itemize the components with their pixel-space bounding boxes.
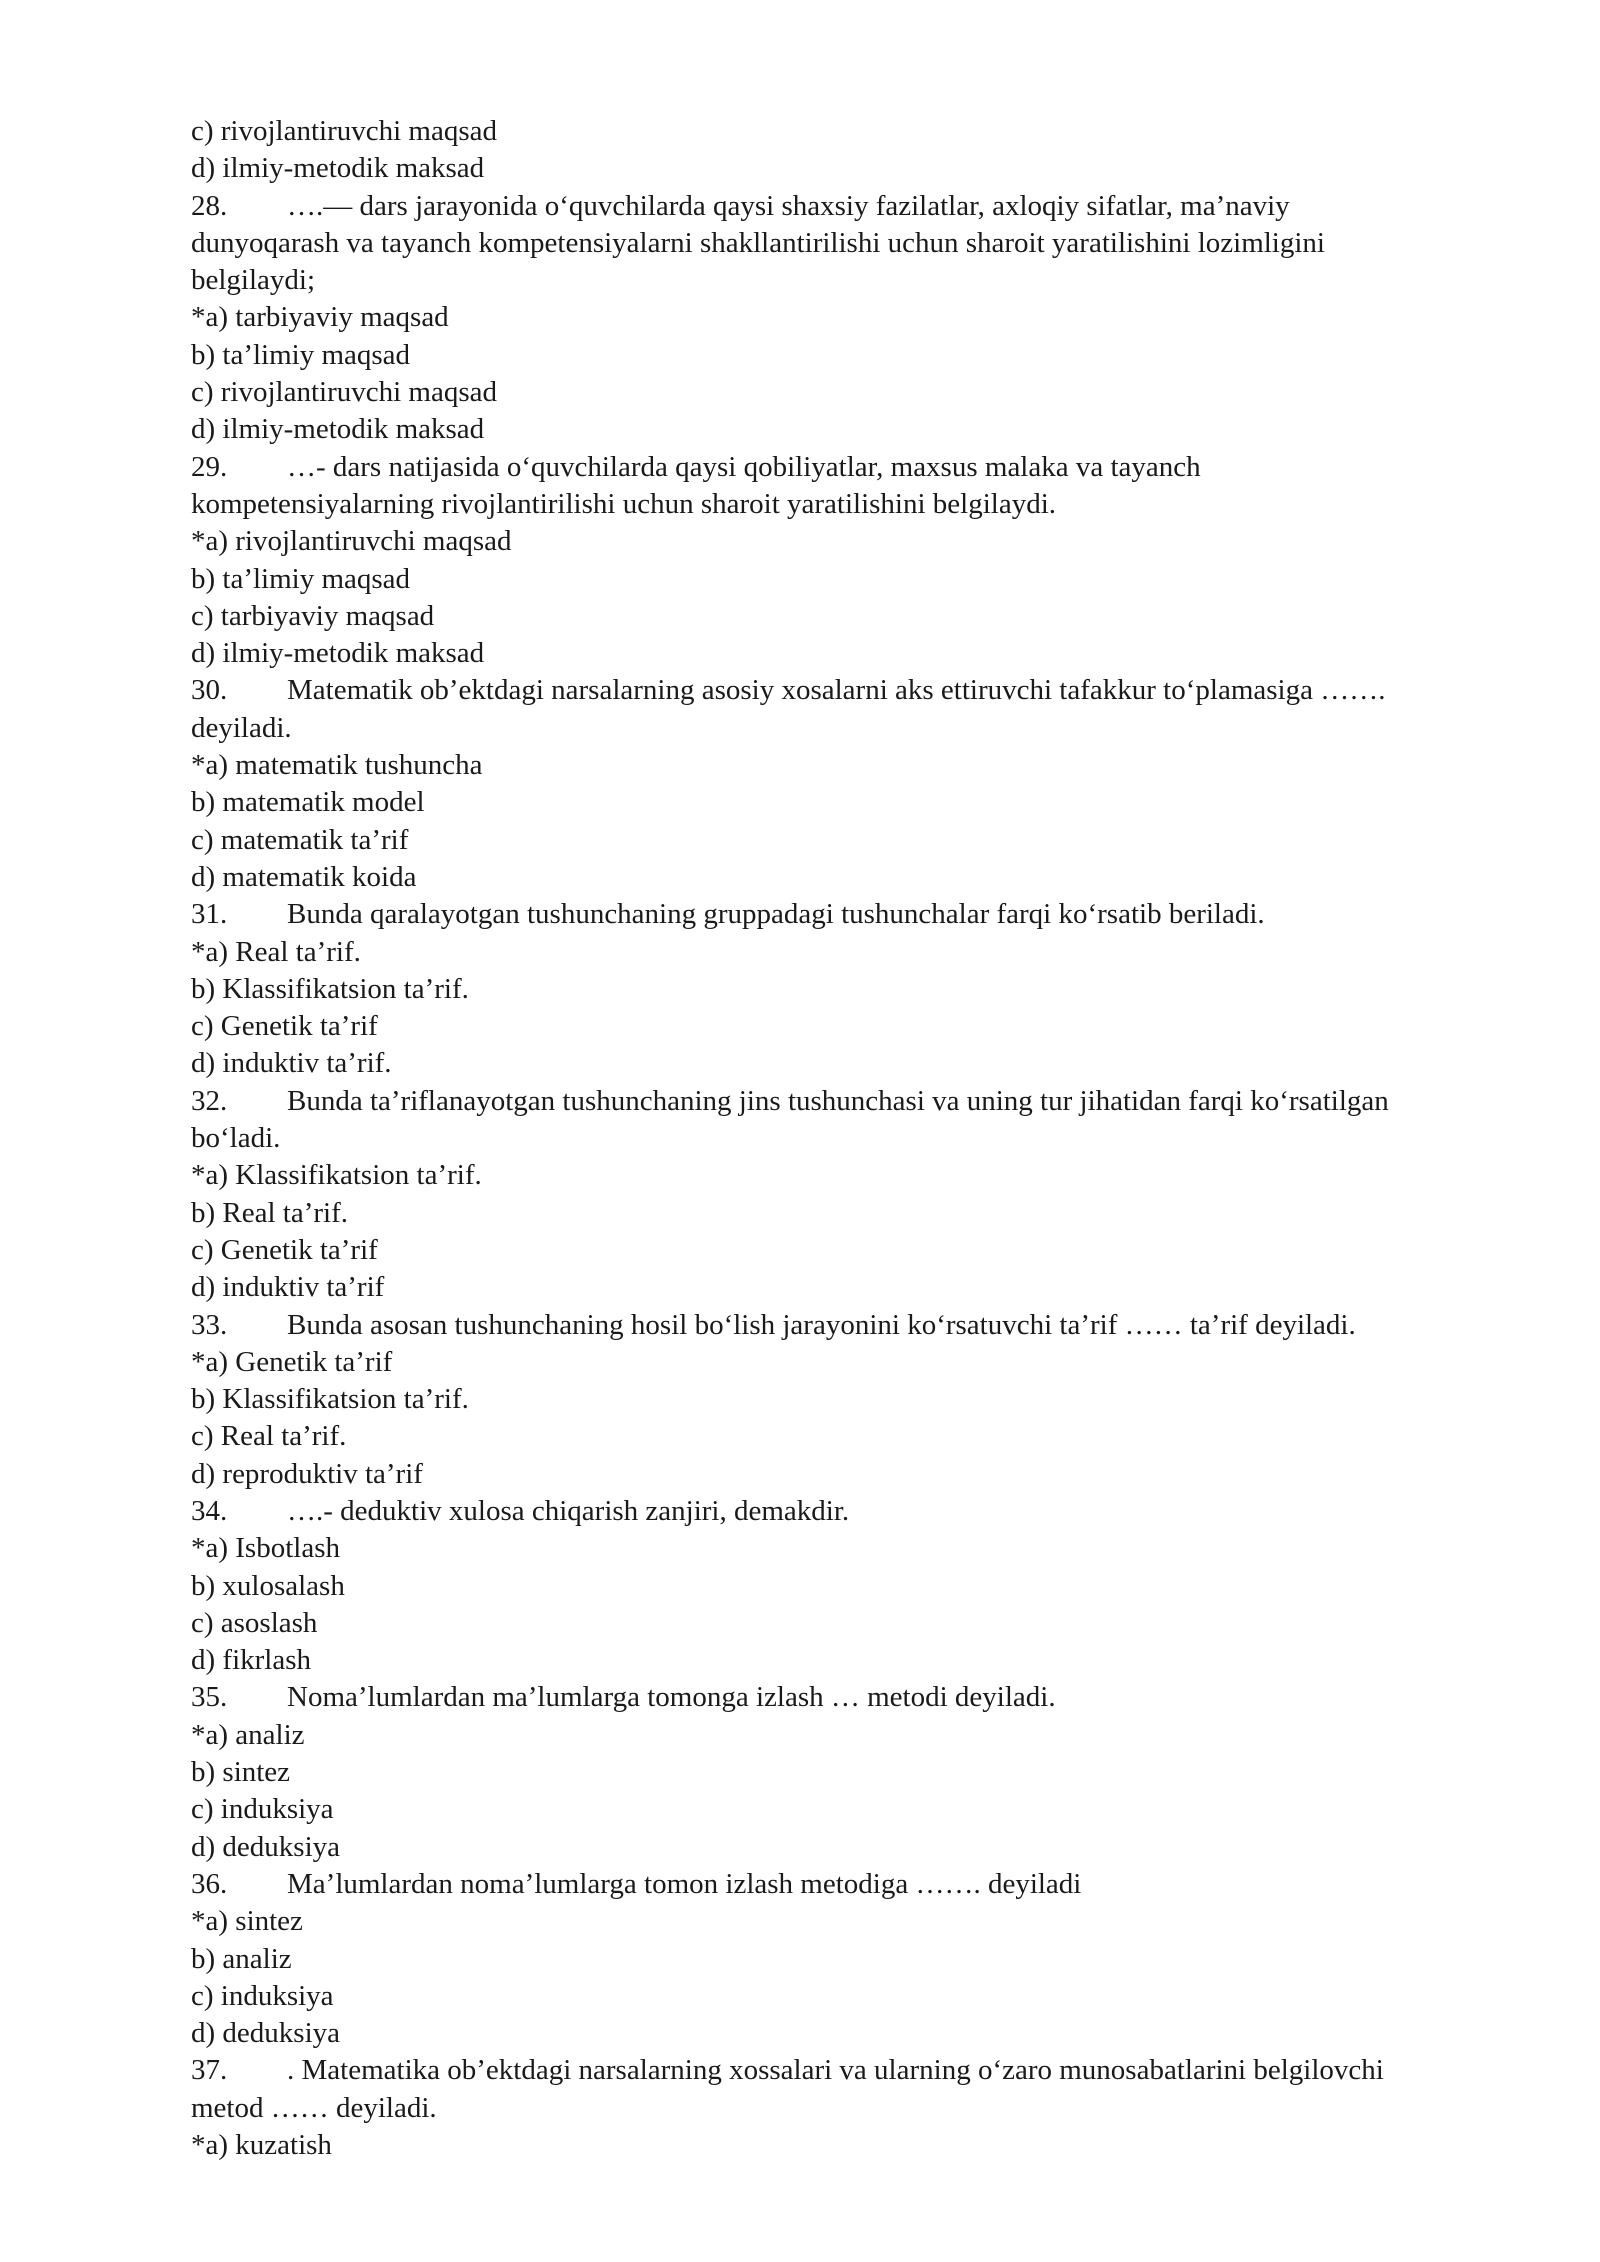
question-number: 30. xyxy=(191,674,228,707)
question-block xyxy=(191,449,1521,673)
correct-option: *a) Genetik ta’rif xyxy=(191,1345,393,1378)
correct-option: *a) kuzatish xyxy=(191,2129,332,2162)
answer-option: c) Genetik ta’rif xyxy=(191,1233,378,1266)
correct-option: *a) Isbotlash xyxy=(191,1532,340,1565)
answer-option: d) ilmiy-metodik maksad xyxy=(191,637,485,670)
question-block xyxy=(191,1083,1521,1307)
question-text-continuation: metod …… deyiladi. xyxy=(191,2091,437,2124)
document-page xyxy=(191,113,1521,2164)
answer-option: b) ta’limiy maqsad xyxy=(191,562,411,595)
answer-option: d) induktiv ta’rif. xyxy=(191,1047,392,1080)
question-block xyxy=(191,672,1521,896)
question-text-continuation: dunyoqarash va tayanch kompetensiyalarni shakllantirilishi uchun sharoit yaratilishini lozimligini xyxy=(191,226,1325,259)
question-text: Matematik ob’ektdagi narsalarning asosiy xosalarni aks ettiruvchi tafakkur to‘plamasiga ……. xyxy=(287,674,1386,707)
question-first-line xyxy=(191,2052,1521,2089)
question-number: 28. xyxy=(191,189,228,222)
correct-option: *a) Real ta’rif. xyxy=(191,935,361,968)
question-text: Bunda qaralayotgan tushunchaning gruppadagi tushunchalar farqi ko‘rsatib beriladi. xyxy=(287,898,1265,931)
question-text: Ma’lumlardan noma’lumlarga tomon izlash metodiga ……. deyiladi xyxy=(287,1867,1082,1900)
question-number: 35. xyxy=(191,1681,228,1714)
leading-options xyxy=(191,113,1521,188)
answer-option: c) tarbiyaviy maqsad xyxy=(191,599,435,632)
answer-option: b) Real ta’rif. xyxy=(191,1196,349,1229)
question-text-continuation: kompetensiyalarning rivojlantirilishi uchun sharoit yaratilishini belgilaydi. xyxy=(191,487,1057,520)
question-number: 37. xyxy=(191,2054,228,2087)
answer-option: d) deduksiya xyxy=(191,1830,340,1863)
answer-option: b) analiz xyxy=(191,1942,292,1975)
question-block xyxy=(191,1493,1521,1679)
question-block xyxy=(191,1307,1521,1493)
question-first-line xyxy=(191,672,1521,709)
question-text-continuation: deyiladi. xyxy=(191,711,292,744)
question-text: ….— dars jarayonida o‘quvchilarda qaysi shaxsiy fazilatlar, axloqiy sifatlar, ma’naviy xyxy=(287,189,1290,222)
question-first-line xyxy=(191,896,1521,933)
question-block xyxy=(191,2052,1521,2164)
question-text: Noma’lumlardan ma’lumlarga tomonga izlash … metodi deyiladi. xyxy=(287,1681,1056,1714)
correct-option: *a) Klassifikatsion ta’rif. xyxy=(191,1159,482,1192)
answer-option: c) Genetik ta’rif xyxy=(191,1010,378,1043)
answer-option: b) matematik model xyxy=(191,786,425,819)
question-text: . Matematika ob’ektdagi narsalarning xossalari va ularning o‘zaro munosabatlarini belgilovchi xyxy=(287,2054,1384,2087)
option-line: d) ilmiy-metodik maksad xyxy=(191,152,485,185)
correct-option: *a) matematik tushuncha xyxy=(191,749,483,782)
correct-option: *a) analiz xyxy=(191,1718,305,1751)
question-text-continuation: bo‘ladi. xyxy=(191,1122,281,1155)
question-number: 32. xyxy=(191,1084,228,1117)
question-first-line xyxy=(191,449,1521,486)
question-text: …- dars natijasida o‘quvchilarda qaysi qobiliyatlar, maxsus malaka va tayanch xyxy=(287,450,1201,483)
question-text-continuation: belgilaydi; xyxy=(191,264,316,297)
answer-option: c) induksiya xyxy=(191,1793,334,1826)
question-number: 36. xyxy=(191,1867,228,1900)
answer-option: d) ilmiy-metodik maksad xyxy=(191,413,485,446)
answer-option: b) xulosalash xyxy=(191,1569,345,1602)
question-first-line xyxy=(191,1866,1521,1903)
question-text: Bunda asosan tushunchaning hosil bo‘lish jarayonini ko‘rsatuvchi ta’rif …… ta’rif deyiladi. xyxy=(287,1308,1356,1341)
answer-option: c) rivojlantiruvchi maqsad xyxy=(191,376,498,409)
option-line: c) rivojlantiruvchi maqsad xyxy=(191,115,498,147)
question-list xyxy=(191,188,1521,2165)
question-number: 29. xyxy=(191,450,228,483)
question-number: 33. xyxy=(191,1308,228,1341)
answer-option: c) matematik ta’rif xyxy=(191,823,409,856)
correct-option: *a) tarbiyaviy maqsad xyxy=(191,301,449,334)
question-first-line xyxy=(191,1307,1521,1344)
answer-option: d) matematik koida xyxy=(191,860,417,893)
question-block xyxy=(191,1679,1521,1865)
question-first-line xyxy=(191,1679,1521,1716)
answer-option: b) ta’limiy maqsad xyxy=(191,338,411,371)
question-first-line xyxy=(191,1493,1521,1530)
question-number: 34. xyxy=(191,1494,228,1527)
question-block xyxy=(191,1866,1521,2052)
question-text: ….- deduktiv xulosa chiqarish zanjiri, demakdir. xyxy=(287,1494,850,1527)
answer-option: d) reproduktiv ta’rif xyxy=(191,1457,423,1490)
answer-option: d) induktiv ta’rif xyxy=(191,1271,385,1304)
correct-option: *a) sintez xyxy=(191,1905,303,1938)
answer-option: b) Klassifikatsion ta’rif. xyxy=(191,1383,469,1416)
question-first-line xyxy=(191,188,1521,225)
question-block xyxy=(191,188,1521,449)
answer-option: b) Klassifikatsion ta’rif. xyxy=(191,972,469,1005)
question-block xyxy=(191,896,1521,1082)
question-number: 31. xyxy=(191,898,228,931)
answer-option: c) Real ta’rif. xyxy=(191,1420,347,1453)
answer-option: c) asoslash xyxy=(191,1606,318,1639)
answer-option: c) induksiya xyxy=(191,1979,334,2012)
answer-option: b) sintez xyxy=(191,1756,291,1789)
correct-option: *a) rivojlantiruvchi maqsad xyxy=(191,525,512,558)
answer-option: d) fikrlash xyxy=(191,1644,311,1677)
question-first-line xyxy=(191,1083,1521,1120)
answer-option: d) deduksiya xyxy=(191,2017,340,2050)
question-text: Bunda ta’riflanayotgan tushunchaning jins tushunchasi va uning tur jihatidan farqi ko‘rsatilgan xyxy=(287,1084,1389,1117)
